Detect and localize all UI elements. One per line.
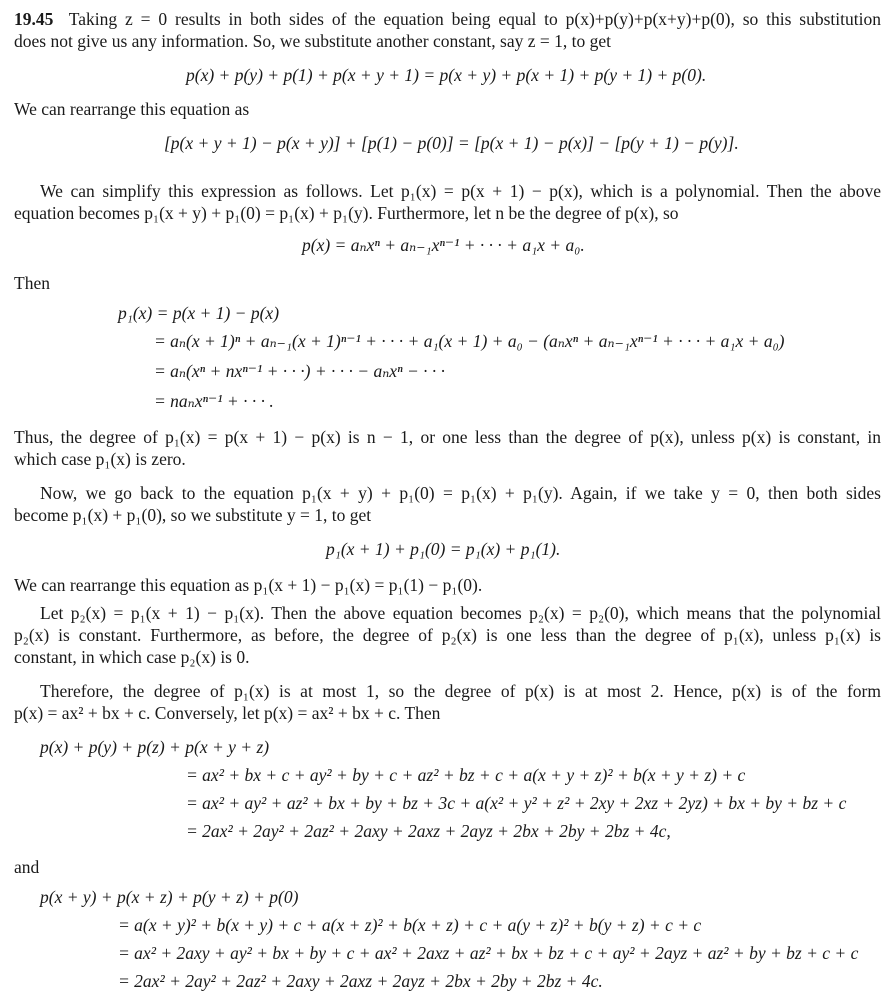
then-label-1: Then: [14, 273, 50, 293]
problem-number: 19.45: [14, 9, 54, 29]
lhs-derivation-line-4: = 2ax² + 2ay² + 2az² + 2axy + 2axz + 2ayz + 2bx + 2by + 2bz + 4c,: [186, 821, 671, 841]
thus-line-2: which case p₁(x) is zero.: [14, 449, 186, 469]
problem-intro-line-1: [14, 8, 881, 30]
p1-derivation-line-2: = aₙ(x + 1)ⁿ + aₙ₋₁(x + 1)ⁿ⁻¹ + · · · + a₁(x + 1) + a₀ − (aₙxⁿ + aₙ₋₁xⁿ⁻¹ + · · · + a₁x + a₀): [154, 331, 785, 351]
and-label: and: [14, 857, 40, 877]
p2-line-3: constant, in which case p₂(x) is 0.: [14, 647, 250, 667]
now-line-1: Now, we go back to the equation p₁(x + y) + p₁(0) = p₁(x) + p₁(y). Again, if we take y = 0, then both sides: [40, 483, 881, 503]
problem-intro-line-2: does not give us any information. So, we substitute another constant, say z = 1, to get: [14, 31, 611, 51]
simplify-line-1: We can simplify this expression as follows. Let p₁(x) = p(x + 1) − p(x), which is a polynomial. Then the above: [40, 181, 881, 201]
problem-intro-text-1: Taking z = 0 results in both sides of the equation being equal to p(x)+p(y)+p(x+y)+p(0), so this substitution: [68, 9, 881, 29]
equation-rearranged: [p(x + y + 1) − p(x + y)] + [p(1) − p(0)] = [p(x + 1) − p(x)] − [p(y + 1) − p(y)].: [164, 133, 739, 153]
rearrange-p1: We can rearrange this equation as p₁(x + 1) − p₁(x) = p₁(1) − p₁(0).: [14, 575, 483, 595]
p2-line-1: Let p₂(x) = p₁(x + 1) − p₁(x). Then the above equation becomes p₂(x) = p₂(0), which means that the polynomial: [40, 603, 881, 623]
thus-line-1: Thus, the degree of p₁(x) = p(x + 1) − p(x) is n − 1, or one less than the degree of p(x), unless p(x) is constant, in: [14, 427, 881, 447]
equation-y-equals-1: p₁(x + 1) + p₁(0) = p₁(x) + p₁(1).: [326, 539, 561, 559]
lhs-derivation-line-3: = ax² + ay² + az² + bx + by + bz + 3c + a(x² + y² + z² + 2xy + 2xz + 2yz) + bx + by + bz + c: [186, 793, 847, 813]
p1-derivation-line-1: p₁(x) = p(x + 1) − p(x): [118, 303, 280, 323]
therefore-line-1: Therefore, the degree of p₁(x) is at most 1, so the degree of p(x) is at most 2. Hence, p(x) is of the form: [40, 681, 881, 701]
rhs-derivation-line-2: = a(x + y)² + b(x + y) + c + a(x + z)² + b(x + z) + c + a(y + z)² + b(y + z) + c + c: [118, 915, 702, 935]
equation-polynomial-form: p(x) = aₙxⁿ + aₙ₋₁xⁿ⁻¹ + · · · + a₁x + a₀.: [302, 235, 585, 255]
rhs-derivation-line-3: = ax² + 2axy + ay² + bx + by + c + ax² + 2axz + az² + bx + bz + c + ay² + 2ayz + az² + by + bz + c + c: [118, 943, 859, 963]
rearrange-intro: We can rearrange this equation as: [14, 99, 250, 119]
simplify-line-2: equation becomes p₁(x + y) + p₁(0) = p₁(x) + p₁(y). Furthermore, let n be the degree of p(x), so: [14, 203, 679, 223]
rhs-derivation-line-4: = 2ax² + 2ay² + 2az² + 2axy + 2axz + 2ayz + 2bx + 2by + 2bz + 4c.: [118, 971, 603, 991]
now-line-2: become p₁(x) + p₁(0), so we substitute y = 1, to get: [14, 505, 372, 525]
therefore-line-2: p(x) = ax² + bx + c. Conversely, let p(x) = ax² + bx + c. Then: [14, 703, 441, 723]
equation-z-equals-1: p(x) + p(y) + p(1) + p(x + y + 1) = p(x + y) + p(x + 1) + p(y + 1) + p(0).: [186, 65, 707, 85]
p1-derivation-line-4: = naₙxⁿ⁻¹ + · · · .: [154, 391, 274, 411]
p1-derivation-line-3: = aₙ(xⁿ + nxⁿ⁻¹ + · · ·) + · · · − aₙxⁿ − · · ·: [154, 361, 446, 381]
rhs-derivation-line-1: p(x + y) + p(x + z) + p(y + z) + p(0): [40, 887, 299, 907]
lhs-derivation-line-2: = ax² + bx + c + ay² + by + c + az² + bz + c + a(x + y + z)² + b(x + y + z) + c: [186, 765, 746, 785]
lhs-derivation-line-1: p(x) + p(y) + p(z) + p(x + y + z): [40, 737, 270, 757]
p2-line-2: p₂(x) is constant. Furthermore, as before, the degree of p₂(x) is one less than the degree of p₁(x), unless p₁(x) is: [14, 625, 881, 645]
